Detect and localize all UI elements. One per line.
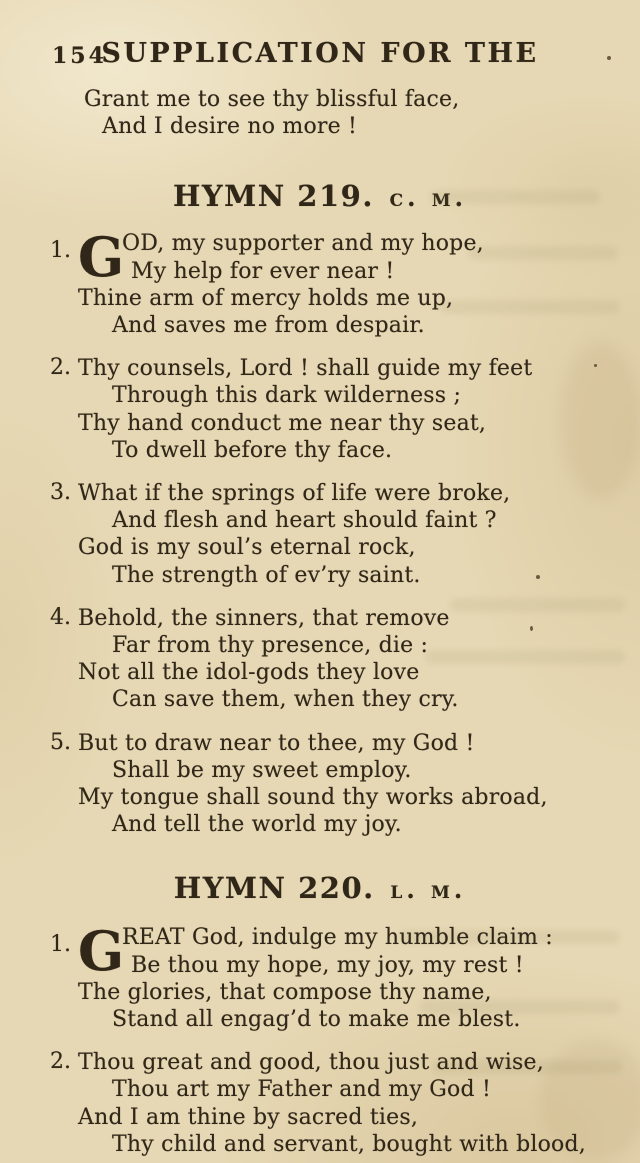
verse-number: 2. xyxy=(50,1049,71,1075)
verse-line: Thy hand conduct me near thy seat, xyxy=(78,410,487,436)
running-title: SUPPLICATION FOR THE xyxy=(101,38,539,69)
verse-line: Behold, the sinners, that remove xyxy=(78,605,450,631)
verse-line: What if the springs of life were broke, xyxy=(78,481,511,507)
verse-line: God is my soul’s eternal rock, xyxy=(78,535,416,561)
page-number: 154 xyxy=(52,43,107,69)
hymn-meter: l. m. xyxy=(390,875,467,905)
verse-line: Thou great and good, thou just and wise, xyxy=(78,1050,544,1076)
verse-line: Be thou my hope, my joy, my rest ! xyxy=(131,952,524,978)
verse-line: Thy counsels, Lord ! shall guide my feet xyxy=(78,356,533,382)
verse xyxy=(0,919,640,1033)
verse-line: The glories, that compose thy name, xyxy=(78,979,492,1005)
hymn-219-section xyxy=(0,180,640,838)
verse-number: 1. xyxy=(50,932,71,958)
verse-line: To dwell before thy face. xyxy=(112,437,393,463)
verse-line: Far from thy presence, die : xyxy=(112,633,429,659)
verse-line: Thou art my Father and my God ! xyxy=(112,1077,492,1103)
verse xyxy=(0,730,640,839)
verse-line: The strength of ev’ry saint. xyxy=(112,562,421,588)
page-header xyxy=(0,38,640,74)
verse xyxy=(0,480,640,589)
verse-line: And flesh and heart should faint ? xyxy=(112,508,497,534)
verse-line: But to draw near to thee, my God ! xyxy=(78,730,475,756)
verse-number: 2. xyxy=(50,355,71,381)
verse-line: Can save them, when they cry. xyxy=(112,687,459,713)
drop-cap-letter: G xyxy=(78,919,125,984)
verse xyxy=(0,605,640,714)
verse-number: 5. xyxy=(50,729,71,755)
verse-number: 3. xyxy=(50,480,71,506)
verse xyxy=(0,225,640,339)
verse-line: Shall be my sweet employ. xyxy=(112,757,412,783)
verse-line: Thy child and servant, bought with blood, xyxy=(112,1131,586,1157)
verse-line: Stand all engag’d to make me blest. xyxy=(112,1007,521,1033)
verse-number: 4. xyxy=(50,604,71,630)
hymn-220-section xyxy=(0,872,640,1158)
verse-line: Grant me to see thy blissful face, xyxy=(84,87,460,112)
hymn-meter: c. m. xyxy=(389,183,467,213)
verse-line: And I am thine by sacred ties, xyxy=(78,1104,419,1130)
hymn-number: HYMN 219. xyxy=(173,179,374,214)
verse-line: My help for ever near ! xyxy=(131,258,395,284)
verse xyxy=(0,1049,640,1158)
verse-number: 1. xyxy=(50,238,71,264)
verse xyxy=(0,355,640,464)
verse-line: OD, my supporter and my hope, xyxy=(122,231,484,257)
hymn-title xyxy=(0,180,640,214)
verse-line: Through this dark wilderness ; xyxy=(112,383,462,409)
verse-line: And saves me from despair. xyxy=(112,313,425,339)
hymn-number: HYMN 220. xyxy=(173,871,375,906)
verse-line: And I desire no more ! xyxy=(102,114,358,140)
verse-line: REAT God, indulge my humble claim : xyxy=(122,925,553,951)
carried-over-stanza xyxy=(0,86,640,140)
verse-line: Not all the idol-gods they love xyxy=(78,660,420,686)
verse-line: My tongue shall sound thy works abroad, xyxy=(78,785,548,811)
hymn-title xyxy=(0,872,640,906)
verse-line: And tell the world my joy. xyxy=(112,812,402,838)
verse-line: Thine arm of mercy holds me up, xyxy=(78,285,454,311)
drop-cap-letter: G xyxy=(78,225,125,290)
